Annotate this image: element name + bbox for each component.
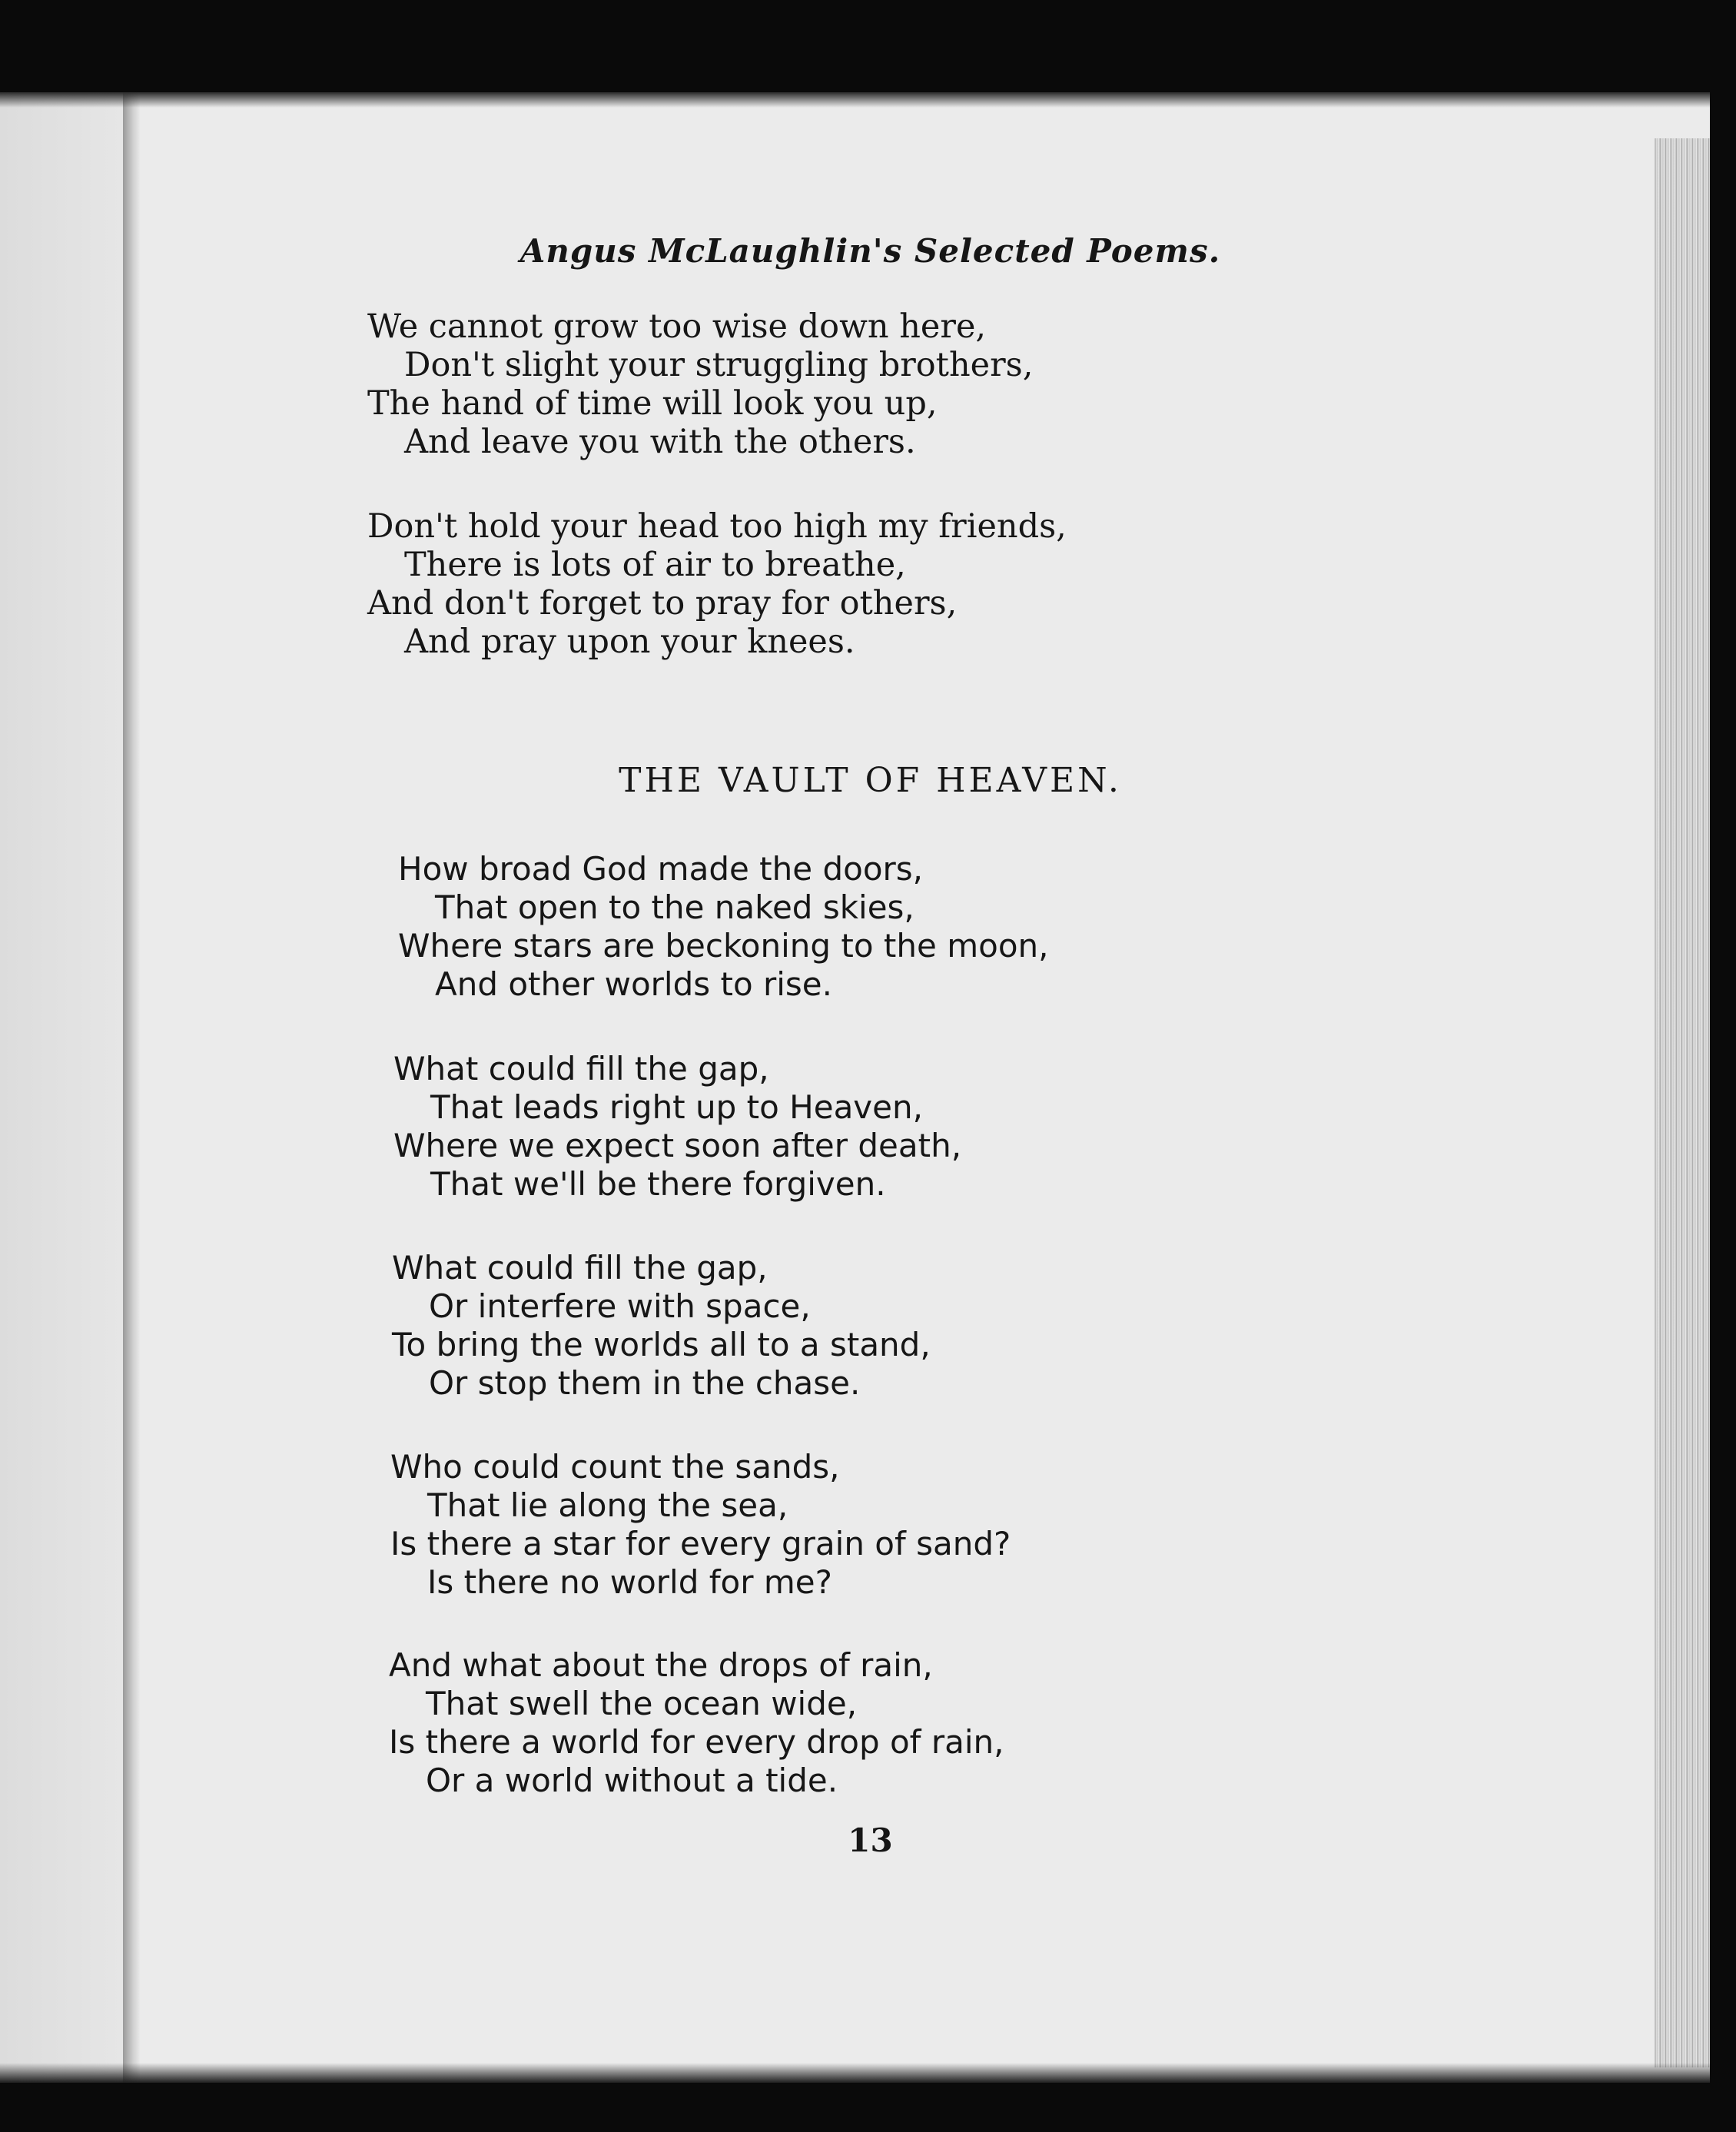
poem-title: THE VAULT OF HEAVEN. bbox=[619, 761, 1122, 800]
verse-line: Don't slight your struggling brothers, bbox=[404, 346, 1034, 384]
verse-line: Or a world without a tide. bbox=[426, 1762, 838, 1799]
verse-line: Is there no world for me? bbox=[427, 1563, 832, 1601]
verse-line: The hand of time will look you up, bbox=[367, 384, 938, 423]
verse-line: We cannot grow too wise down here, bbox=[367, 307, 987, 346]
verse-line: Or interfere with space, bbox=[429, 1287, 811, 1325]
verse-line: Is there a star for every grain of sand? bbox=[390, 1525, 1011, 1562]
verse-line: That lie along the sea, bbox=[427, 1486, 788, 1524]
running-head: Angus McLaughlin's Selected Poems. bbox=[519, 232, 1221, 270]
verse-line: And other worlds to rise. bbox=[435, 965, 833, 1003]
poem2-stanza-5 bbox=[389, 1646, 1004, 1800]
verse-line: Is there a world for every drop of rain, bbox=[389, 1723, 1004, 1761]
verse-line: That we'll be there forgiven. bbox=[430, 1165, 886, 1203]
verse-line: What could fill the gap, bbox=[392, 1249, 768, 1287]
verse-line: And leave you with the others. bbox=[404, 423, 916, 461]
verse-line: Who could count the sands, bbox=[390, 1448, 840, 1486]
verse-line: And pray upon your knees. bbox=[404, 623, 855, 661]
verse-line: That open to the naked skies, bbox=[435, 888, 914, 926]
poem2-stanza-4 bbox=[390, 1448, 1011, 1602]
verse-line: What could fill the gap, bbox=[393, 1050, 769, 1088]
book-page bbox=[0, 92, 1710, 2083]
verse-line: That leads right up to Heaven, bbox=[430, 1088, 923, 1126]
verse-line: Or stop them in the chase. bbox=[429, 1364, 861, 1402]
verse-line: And don't forget to pray for others, bbox=[367, 584, 958, 623]
poem1-stanza-1 bbox=[367, 307, 1033, 461]
page-number: 13 bbox=[848, 1821, 893, 1859]
verse-line: To bring the worlds all to a stand, bbox=[392, 1326, 931, 1363]
poem2-stanza-1 bbox=[398, 850, 1048, 1004]
poem2-stanza-2 bbox=[393, 1050, 961, 1204]
verse-line: And what about the drops of rain, bbox=[389, 1646, 933, 1684]
page-content bbox=[0, 92, 1710, 2083]
verse-line: There is lots of air to breathe, bbox=[404, 546, 906, 584]
verse-line: Where we expect soon after death, bbox=[393, 1127, 962, 1164]
verse-line: Where stars are beckoning to the moon, bbox=[398, 927, 1049, 965]
poem1-stanza-2 bbox=[367, 507, 1067, 661]
verse-line: Don't hold your head too high my friends, bbox=[367, 507, 1067, 546]
verse-line: That swell the ocean wide, bbox=[426, 1685, 858, 1722]
poem2-stanza-3 bbox=[392, 1249, 931, 1403]
verse-line: How broad God made the doors, bbox=[398, 850, 924, 888]
